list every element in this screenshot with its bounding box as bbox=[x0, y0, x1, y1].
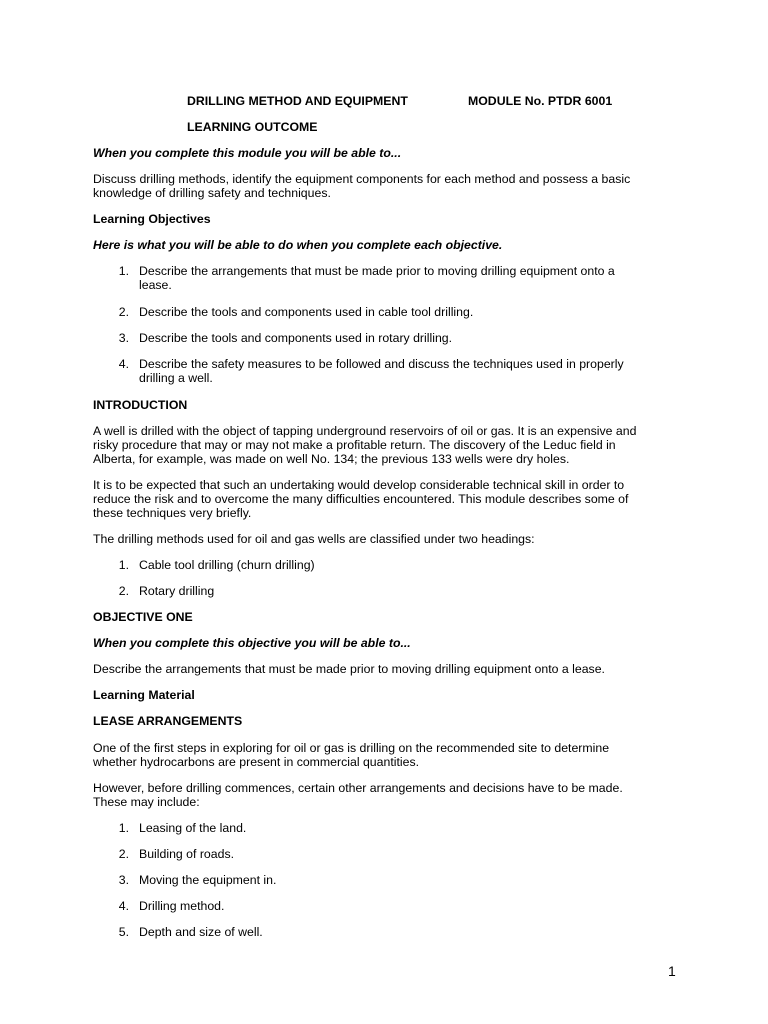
learning-objectives-heading: Learning Objectives bbox=[93, 212, 211, 226]
intro-paragraph-line: risky procedure that may or may not make a profitable return. The discovery of the Leduc field in bbox=[93, 438, 616, 452]
objectives-intro: Here is what you will be able to do when you complete each objective. bbox=[93, 238, 503, 252]
lease-arrangements-heading: LEASE ARRANGEMENTS bbox=[93, 714, 243, 728]
objective-line: Describe the tools and components used in cable tool drilling. bbox=[139, 305, 474, 319]
objective-line: Describe the arrangements that must be made prior to moving drilling equipment onto a bbox=[139, 264, 615, 278]
lease-paragraph-line: One of the first steps in exploring for oil or gas is drilling on the recommended site to determine bbox=[93, 741, 610, 755]
objective-line: Describe the safety measures to be followed and discuss the techniques used in properly bbox=[139, 357, 624, 371]
document-title: DRILLING METHOD AND EQUIPMENT bbox=[187, 94, 408, 108]
module-number: MODULE No. PTDR 6001 bbox=[468, 94, 613, 108]
outcome-line: knowledge of drilling safety and techniques. bbox=[93, 186, 331, 200]
lease-item-text: Drilling method. bbox=[139, 899, 225, 913]
learning-material-heading: Learning Material bbox=[93, 688, 195, 702]
objective-line: drilling a well. bbox=[139, 371, 213, 385]
objective-number: 4. bbox=[118, 357, 129, 371]
lease-item-number: 4. bbox=[118, 899, 129, 913]
lease-item-number: 1. bbox=[118, 821, 129, 835]
objective-one-intro: When you complete this objective you will be able to... bbox=[93, 636, 411, 650]
objective-number: 1. bbox=[118, 264, 129, 278]
method-text: Rotary drilling bbox=[139, 584, 215, 598]
lease-item-text: Leasing of the land. bbox=[139, 821, 247, 835]
objective-number: 3. bbox=[118, 331, 129, 345]
intro-paragraph-line: A well is drilled with the object of tapping underground reservoirs of oil or gas. It is an expensive and bbox=[93, 424, 637, 438]
lease-item-text: Depth and size of well. bbox=[139, 925, 263, 939]
objective-line: lease. bbox=[139, 278, 172, 292]
lease-item-text: Building of roads. bbox=[139, 847, 235, 861]
lease-item-text: Moving the equipment in. bbox=[139, 873, 277, 887]
lease-paragraph-line: However, before drilling commences, certain other arrangements and decisions have to be made. bbox=[93, 781, 623, 795]
lease-paragraph-line: These may include: bbox=[93, 795, 200, 809]
page-number: 1 bbox=[668, 963, 676, 979]
outcome-intro: When you complete this module you will be able to... bbox=[93, 146, 402, 160]
lease-item-number: 5. bbox=[118, 925, 129, 939]
outcome-line: Discuss drilling methods, identify the equipment components for each method and possess a basic bbox=[93, 172, 631, 186]
objective-one-text: Describe the arrangements that must be made prior to moving drilling equipment onto a lease. bbox=[93, 662, 605, 676]
method-text: Cable tool drilling (churn drilling) bbox=[139, 558, 315, 572]
method-number: 2. bbox=[118, 584, 129, 598]
lease-paragraph-line: whether hydrocarbons are present in commercial quantities. bbox=[93, 755, 420, 769]
intro-paragraph-line: reduce the risk and to overcome the many difficulties encountered. This module describes some of bbox=[93, 492, 629, 506]
intro-paragraph-line: It is to be expected that such an undertaking would develop considerable technical skill in order to bbox=[93, 478, 625, 492]
method-number: 1. bbox=[118, 558, 129, 572]
objective-line: Describe the tools and components used in rotary drilling. bbox=[139, 331, 453, 345]
intro-paragraph-line: these techniques very briefly. bbox=[93, 506, 252, 520]
lease-item-number: 3. bbox=[118, 873, 129, 887]
intro-paragraph-line: The drilling methods used for oil and gas wells are classified under two headings: bbox=[93, 532, 535, 546]
learning-outcome-heading: LEARNING OUTCOME bbox=[187, 120, 318, 134]
objective-number: 2. bbox=[118, 305, 129, 319]
objective-one-heading: OBJECTIVE ONE bbox=[93, 610, 193, 624]
lease-item-number: 2. bbox=[118, 847, 129, 861]
intro-paragraph-line: Alberta, for example, was made on well No. 134; the previous 133 wells were dry holes. bbox=[93, 452, 570, 466]
introduction-heading: INTRODUCTION bbox=[93, 398, 188, 412]
